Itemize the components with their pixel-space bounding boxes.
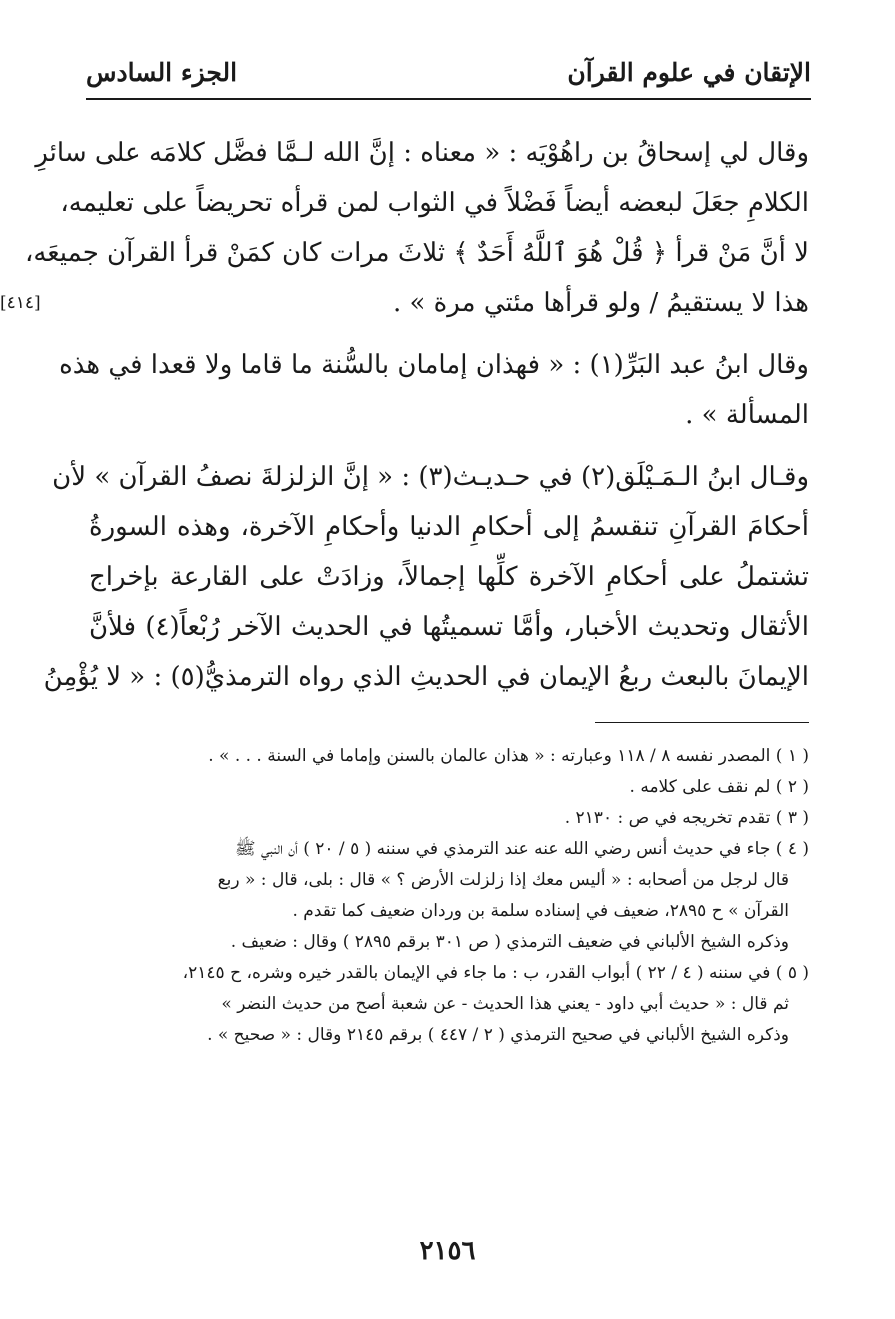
footnote-4: ( ٤ ) جاء في حديث أنس رضي الله عنه عند الترمذي في سننه ( ٥ / ٢٠ ) أن النبي ﷺ: [235, 839, 809, 859]
margin-page-reference: [٤١٤]: [0, 293, 41, 313]
footnote-4-continued: قال لرجل من أصحابه : « أليس معك إذا زلزلت الأرض ؟ » قال : بلى، قال : « ربع: [217, 870, 789, 890]
text-line: وقـال ابنُ الـمَـيْلَق(٢) في حـديـث(٣) : « إنَّ الزلزلةَ نصفُ القرآن » لأن: [52, 462, 809, 492]
text-line: المسألة » .: [685, 400, 809, 430]
main-text: [24, 128, 810, 702]
text-line: هذا لا يستقيمُ / ولو قرأها مئتي مرة » .: [392, 288, 809, 318]
book-title: الإتقان في علوم القرآن: [567, 58, 811, 87]
text-line: لا أنَّ مَنْ قرأ ﴿ قُلْ هُوَ ٱللَّهُ أَحَدٌ ﴾ ثلاثَ مرات كان كمَنْ قرأ القرآن جميعَه،: [24, 238, 809, 268]
text-line: وقال ابنُ عبد البَرِّ(١) : « فهذان إمامان بالسُّنة ما قاما ولا قعدا في هذه: [59, 350, 809, 380]
footnote-1: ( ١ ) المصدر نفسه ٨ / ١١٨ وعبارته : « هذان عالمان بالسنن وإماما في السنة . . . » .: [208, 746, 809, 766]
text-line: الأثقال وتحديث الأخبار، وأمَّا تسميتُها في الحديث الآخر رُبْعاً(٤) فلأنَّ: [89, 612, 810, 642]
footnote-4-continued: القرآن » ح ٢٨٩٥، ضعيف في إسناده سلمة بن وردان ضعيف كما تقدم .: [292, 901, 789, 921]
footnote-5: ( ٥ ) في سننه ( ٤ / ٢٢ ) أبواب القدر، ب : ما جاء في الإيمان بالقدر خيره وشره، ح ٢١٤٥،: [182, 963, 809, 983]
footnote-5-continued: وذكره الشيخ الألباني في صحيح الترمذي ( ٢ / ٤٤٧ ) برقم ٢١٤٥ وقال : « صحيح » .: [207, 1025, 789, 1045]
footnote-4-continued: وذكره الشيخ الألباني في ضعيف الترمذي ( ص ٣٠١ برقم ٢٨٩٥ ) وقال : ضعيف .: [230, 932, 789, 952]
footnote-2: ( ٢ ) لم نقف على كلامه .: [629, 777, 809, 797]
page-number: ٢١٥٦: [419, 1236, 476, 1266]
footnote-3: ( ٣ ) تقدم تخريجه في ص : ٢١٣٠ .: [564, 808, 809, 828]
text-line: أحكامَ القرآنِ تنقسمُ إلى أحكامِ الدنيا وأحكامِ الآخرة، وهذه السورةُ: [89, 512, 809, 542]
text-line: وقال لي إسحاقُ بن راهُوْيَه : « معناه : إنَّ الله لـمَّا فضَّل كلامَه على سائرِ: [35, 138, 809, 168]
footnote-5-continued: ثم قال : « حديث أبي داود - يعني هذا الحديث - عن شعبة أصح من حديث النضر »: [221, 994, 789, 1014]
text-line: الإيمانَ بالبعث ربعُ الإيمان في الحديثِ الذي رواه الترمذيُّ(٥) : « لا يُؤْمِنُ: [43, 662, 809, 692]
footnote-separator: [595, 722, 809, 723]
footnotes: [89, 741, 809, 1051]
volume-label: الجزء السادس: [86, 58, 238, 87]
running-header: [86, 54, 811, 100]
text-line: تشتملُ على أحكامِ الآخرة كلِّها إجمالاً، وزادَتْ على القارعة بإخراج: [89, 562, 809, 592]
text-line: الكلامِ جعَلَ لبعضه أيضاً فَضْلاً في الثواب لمن قرأه تحريضاً على تعليمه،: [60, 188, 809, 218]
